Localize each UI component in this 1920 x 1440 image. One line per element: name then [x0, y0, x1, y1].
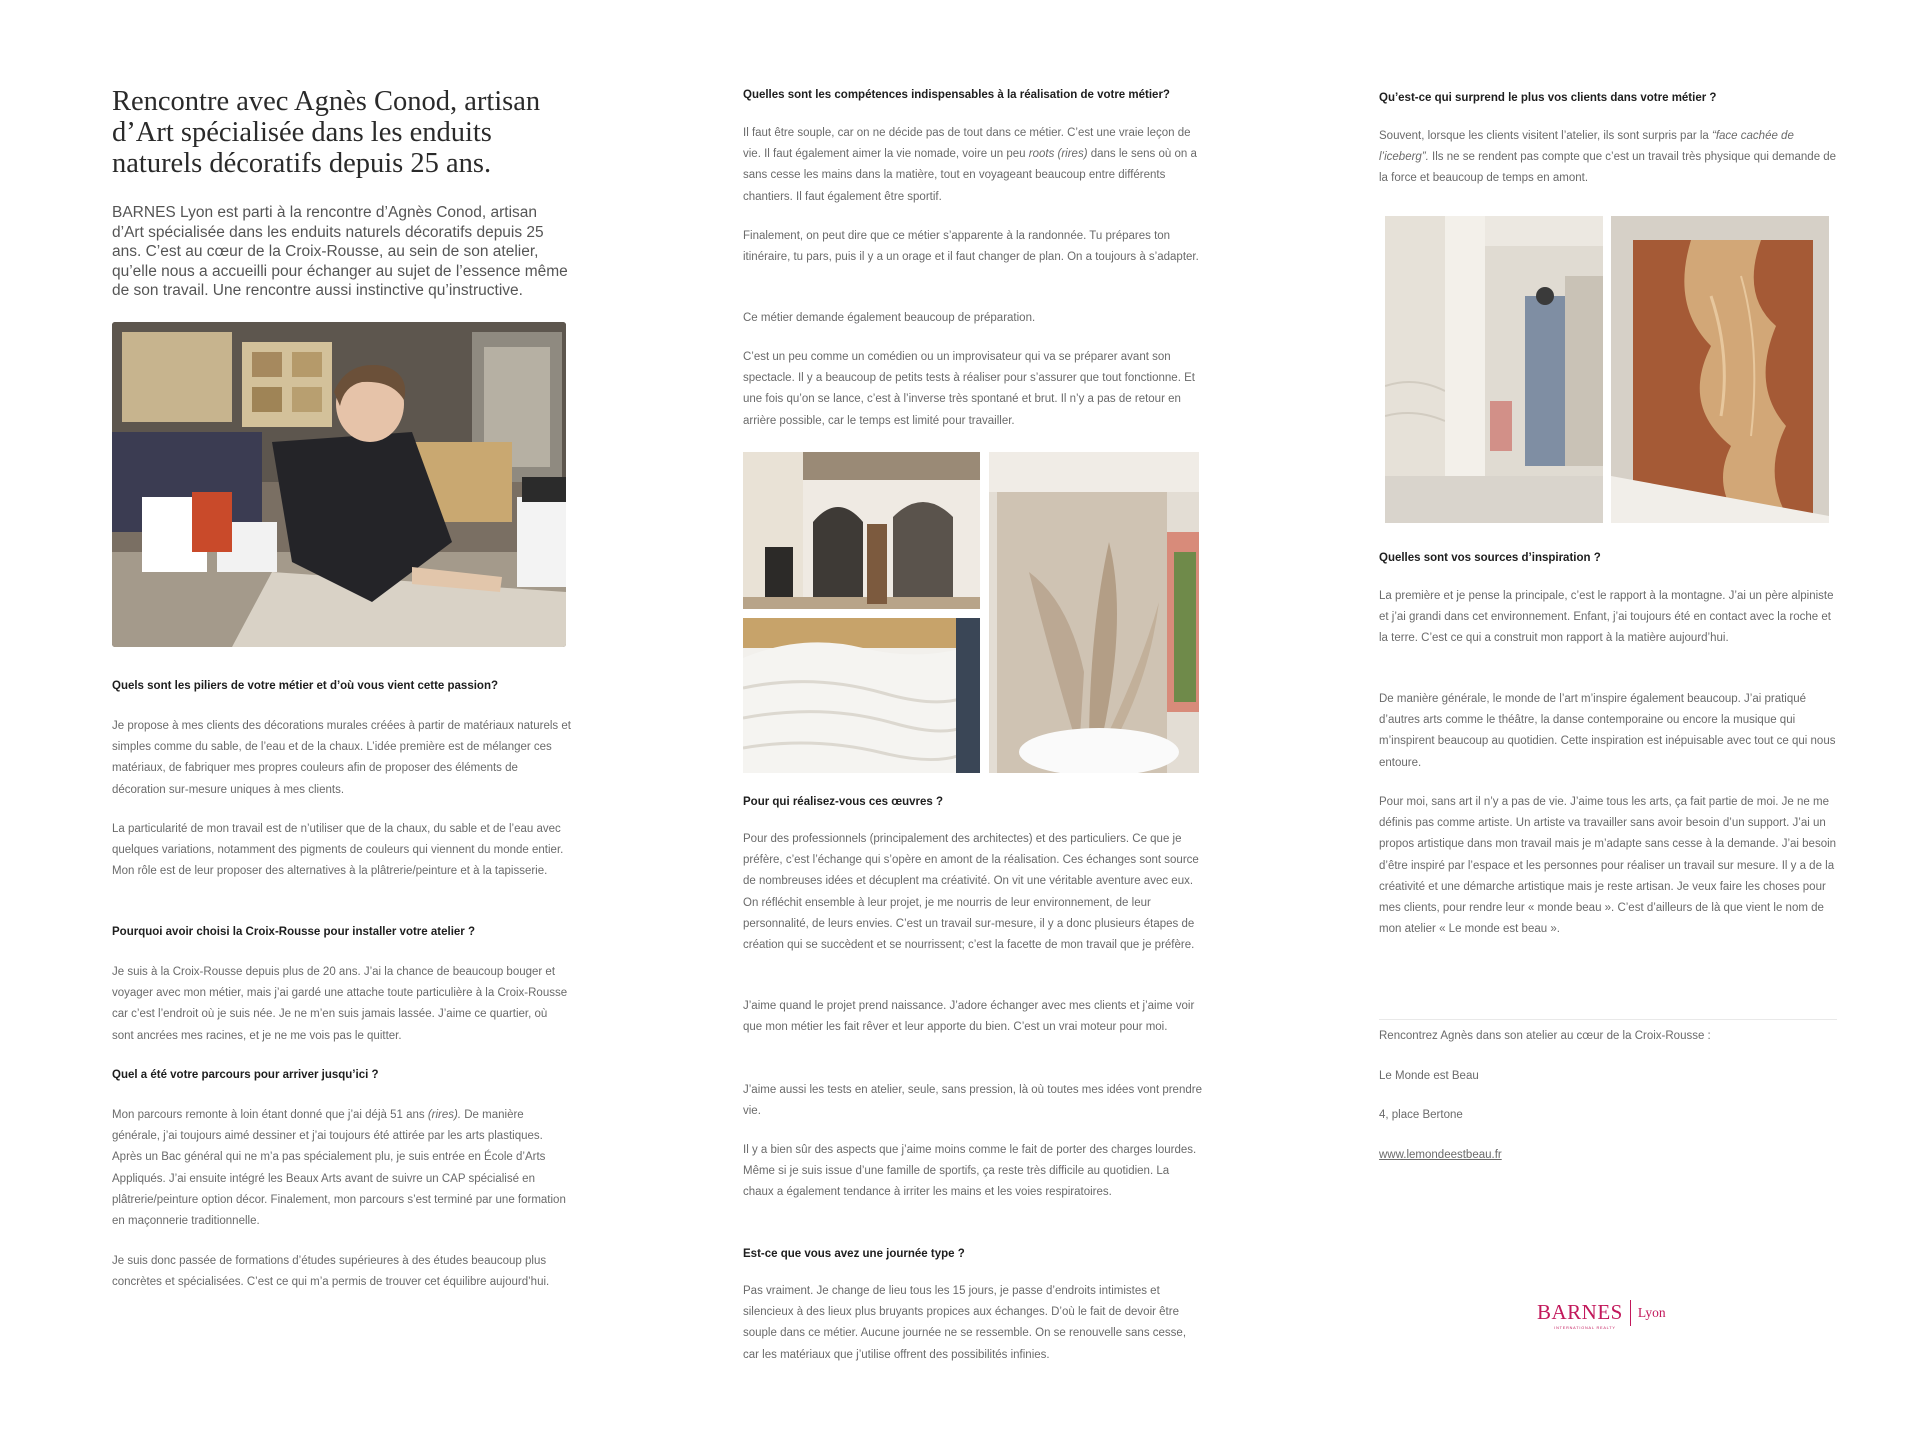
answer-4a-part2: dans le sens où on a sans cesse les mains dans la matière, tout en voyageant beaucoup entre différents chantiers. Il faut également être sportif. [743, 148, 1197, 203]
article-intro: BARNES Lyon est parti à la rencontre d’Agnès Conod, artisan d’Art spécialisée dans les enduits naturels décoratifs depuis 25 ans. C’est au cœur de la Croix-Rousse, au sein de son atelier, qu’elle nous a accueilli pour échanger au sujet de l’essence même de son travail. Une rencontre aussi instinctive qu’instructive. [112, 204, 568, 299]
logo-brand-block [1537, 1300, 1623, 1330]
question-4: Quelles sont les compétences indispensables à la réalisation de votre métier? [743, 89, 1170, 101]
question-3: Quel a été votre parcours pour arriver jusqu’ici ? [112, 1069, 379, 1081]
answer-5b: J’aime quand le projet prend naissance. J’adore échanger avec mes clients et j’aime voir que mon métier les fait rêver et leur apporte du bien. C’est un vrai moteur pour moi. [743, 1000, 1195, 1034]
logo-tagline: INTERNATIONAL REALTY [1554, 1326, 1616, 1330]
answer-4c: Ce métier demande également beaucoup de préparation. [743, 312, 1036, 324]
barnes-lyon-logo [1537, 1297, 1677, 1329]
answer-3b: Je suis donc passée de formations d’études supérieures à des études beaucoup plus concrètes et spécialisées. C’est ce qui m’a permis de trouver cet équilibre aujourd’hui. [112, 1255, 550, 1289]
question-8: Quelles sont vos sources d’inspiration ? [1379, 552, 1601, 564]
answer-6: Pas vraiment. Je change de lieu tous les 15 jours, je passe d’endroits intimistes et silencieux à des lieux plus bruyants propices aux échanges. D’où le fait de devoir être souple dans ce métier. Aucune journée ne se ressemble. On se renouvelle sans cesse, car les matériaux que j’utilise offrent des possibilités infinies. [743, 1285, 1187, 1361]
studio-website [1379, 1145, 1839, 1166]
question-6: Est-ce que vous avez une journée type ? [743, 1248, 965, 1260]
answer-3a-part1: Mon parcours remonte à loin étant donné que j’ai déjà 51 ans [112, 1109, 428, 1121]
question-2: Pourquoi avoir choisi la Croix-Rousse pour installer votre atelier ? [112, 926, 475, 938]
logo-brand: BARNES [1537, 1300, 1623, 1324]
answer-4a-italic: roots (rires) [1028, 148, 1088, 161]
answer-7-italic: “face cachée de l’iceberg”. [1379, 130, 1794, 164]
plaster-wave-photo [743, 618, 980, 773]
article-title: Rencontre avec Agnès Conod, artisan d’Art spécialisée dans les enduits naturels décoratifs depuis 25 ans. [112, 86, 541, 179]
answer-5a: Pour des professionnels (principalement des architectes) et des particuliers. Ce que je préfère, c’est l’échange qui s’opère en amont de la réalisation. Ces échanges sont source de nombreuses idées et décuplent ma créativité. On vit une véritable aventure avec eux. On réfléchit ensemble à leur projet, je me nourris de leur environnement, de leur personnalité, de leurs envies. C’est un travail sur-mesure, il y a donc plusieurs étapes de création qui se succèdent et se nourrissent; c’est la facette de mon travail que je préfère. [743, 833, 1199, 952]
meet-text: Rencontrez Agnès dans son atelier au cœur de la Croix-Rousse : [1379, 1030, 1711, 1042]
studio-address: 4, place Bertone [1379, 1109, 1463, 1121]
answer-7-part2: Ils ne se rendent pas compte que c’est un travail très physique qui demande de la force et beaucoup de temps en amont. [1379, 151, 1837, 185]
interior-arches-photo [743, 452, 980, 609]
answer-4d: C’est un peu comme un comédien ou un improvisateur qui va se préparer avant son spectacle. Il y a beaucoup de petits tests à réaliser pour s’assurer que tout fonctionne. Et une fois qu’on se lance, c’est à l’inverse très spontané et brut. Il n’y a pas de retour en arrière possible, car le temps est limité pour travailler. [743, 351, 1195, 427]
answer-4b: Finalement, on peut dire que ce métier s’apparente à la randonnée. Tu prépares ton itinéraire, tu pars, puis il y a un orage et il faut changer de plan. On a toujours à s’adapter. [743, 230, 1199, 264]
answer-8c: Pour moi, sans art il n’y a pas de vie. J’aime tous les arts, ça fait partie de moi. Je ne me définis pas comme artiste. Un artiste va travailler sans avoir besoin d’un support. J’ai un propos artistique dans mon travail mais je m’adapte sans cesse à la demande. J’ai besoin d’être inspiré par l’espace et les personnes pour réaliser un travail sur mesure. Il y a de la créativité et une démarche artistique mais je reste artisan. Je veux faire les choses pour mes clients, pour rendre leur « monde beau ». C’est d’ailleurs de là que vient le nom de mon atelier « Le monde est beau ». [1379, 796, 1837, 936]
website-link[interactable]: www.lemondeestbeau.fr [1379, 1149, 1502, 1161]
answer-2: Je suis à la Croix-Rousse depuis plus de 20 ans. J’ai la chance de beaucoup bouger et voyager avec mon métier, mais j’ai gardé une attache toute particulière à la Croix-Rousse car c’est l’endroit où je suis née. Je ne m’en suis jamais lassée. J’aime ce quartier, où sont ancrées mes racines, et je ne me vois pas le quitter. [112, 966, 568, 1042]
mineral-artwork-photo [1611, 216, 1829, 523]
palm-fresco-photo [989, 452, 1199, 773]
artisan-photo [112, 322, 566, 647]
logo-city: Lyon [1637, 1305, 1666, 1320]
question-5: Pour qui réalisez-vous ces œuvres ? [743, 796, 944, 808]
answer-3a-part2: De manière générale, j’ai toujours aimé dessiner et j’ai toujours été attirée par les arts plastiques. Après un Bac général qui ne m’a pas spécialement plu, je suis entrée en École d’Arts Appliqués. J’ai ensuite intégré les Beaux Arts avant de suivre un CAP spécialisé en plâtrerie/peinture option décor. Finalement, mon parcours s’est terminé par une formation en maçonnerie traditionnelle. [112, 1109, 566, 1228]
answer-8a: La première et je pense la principale, c’est le rapport à la montagne. J’ai un père alpiniste et j’ai grandi dans cet environnement. Enfant, j’ai toujours été en contact avec la roche et la terre. C’est ce qui a construit mon rapport à la matière aujourd’hui. [1379, 590, 1834, 645]
answer-5d: Il y a bien sûr des aspects que j’aime moins comme le fait de porter des charges lourdes. Même si je suis issue d’une famille de sportifs, ça reste très difficile au quotidien. La chaux a également tendance à irriter les mains et les voies respiratoires. [743, 1144, 1197, 1199]
question-7: Qu’est-ce qui surprend le plus vos clients dans votre métier ? [1379, 92, 1717, 104]
answer-4a [743, 123, 1203, 208]
answer-8b: De manière générale, le monde de l’art m’inspire également beaucoup. J’ai pratiqué d’autres arts comme le théâtre, la danse contemporaine ou encore la musique qui m’inspirent beaucoup au quotidien. Cette inspiration est inépuisable avec tout ce qui nous entoure. [1379, 693, 1836, 769]
answer-3a [112, 1105, 572, 1232]
answer-7 [1379, 126, 1839, 190]
corridor-photo [1385, 216, 1603, 523]
answer-3a-italic: (rires). [427, 1109, 462, 1121]
answer-4a-part1: Il faut être souple, car on ne décide pas de tout dans ce métier. C’est une vraie leçon de vie. Il faut également aimer la vie nomade, voire un peu [743, 127, 1191, 161]
answer-1b: La particularité de mon travail est de n’utiliser que de la chaux, du sable et de l’eau avec quelques variations, notamment des pigments de couleurs qui viennent du monde entier. Mon rôle est de leur proposer des alternatives à la plâtrerie/peinture et à la tapisserie. [112, 823, 564, 878]
answer-7-part1: Souvent, lorsque les clients visitent l’atelier, ils sont surpris par la [1379, 130, 1713, 142]
question-1: Quels sont les piliers de votre métier et d’où vous vient cette passion? [112, 680, 498, 692]
logo-separator [1630, 1300, 1631, 1326]
studio-name: Le Monde est Beau [1379, 1070, 1479, 1082]
divider [1379, 1019, 1837, 1020]
answer-5c: J’aime aussi les tests en atelier, seule, sans pression, là où toutes mes idées vont prendre vie. [743, 1084, 1202, 1118]
answer-1a: Je propose à mes clients des décorations murales créées à partir de matériaux naturels et simples comme du sable, de l’eau et de la chaux. L’idée première est de mélanger ces matériaux, de fabriquer mes propres couleurs afin de proposer des éléments de décoration sur-mesure uniques à mes clients. [112, 720, 571, 796]
